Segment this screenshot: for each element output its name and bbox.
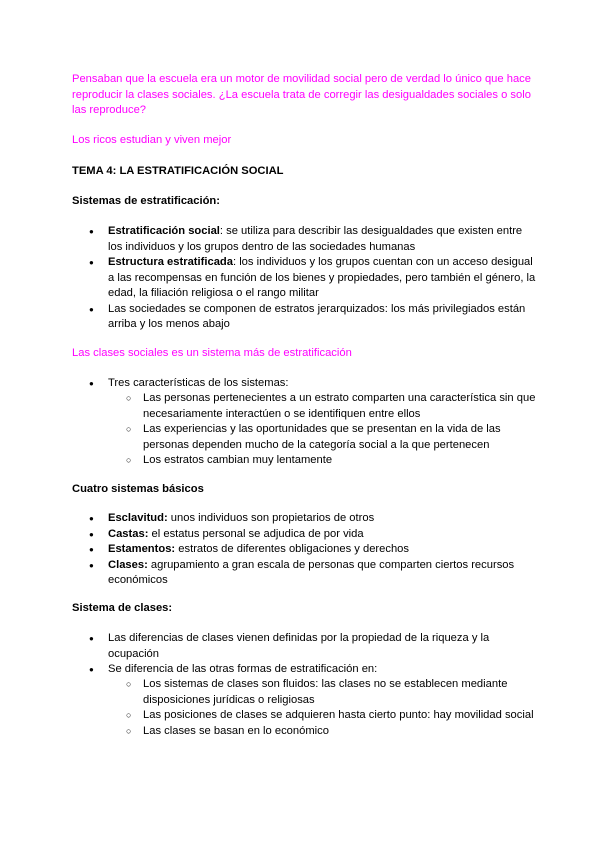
section-heading-sistema-clases: Sistema de clases: bbox=[72, 602, 173, 614]
list-item: ● Las diferencias de clases vienen definidas por la propiedad de la riqueza y la ocupación bbox=[108, 631, 538, 662]
list-item bbox=[108, 511, 538, 527]
sistema-clases-sublist bbox=[143, 677, 543, 739]
sublist-item: ○ Los sistemas de clases son fluidos: las clases no se establecen mediante disposiciones jurídicas o religiosas bbox=[143, 677, 543, 708]
sublist-item: ○ Las experiencias y las oportunidades que se presentan en la vida de las personas dependen mucho de la categoría social a la que pertenecen bbox=[143, 422, 543, 453]
intro-note: Los ricos estudian y viven mejor bbox=[72, 134, 232, 146]
definition: : se utiliza para describir las desigualdades que existen entre los individuos y los grupos dentro de las sociedades humanas bbox=[108, 225, 523, 253]
definition: unos individuos son propietarios de otros bbox=[167, 512, 375, 524]
list-item: ● Tres características de los sistemas: bbox=[108, 376, 538, 392]
definition: Las sociedades se componen de estratos jerarquizados: los más privilegiados están arriba y los menos abajo bbox=[108, 302, 526, 330]
estratificacion-list bbox=[108, 224, 538, 333]
definition: : los individuos y los grupos cuentan con un acceso desigual a las recompensas en función de los bienes y propiedades, pero también el género, la edad, la filiación religiosa o el rango militar bbox=[108, 256, 536, 299]
definition: estratos de diferentes obligaciones y derechos bbox=[175, 543, 409, 555]
term: Castas: bbox=[108, 527, 149, 540]
sublist-item: ○ Las posiciones de clases se adquieren hasta cierto punto: hay movilidad social bbox=[143, 708, 543, 724]
section-heading-estratificacion: Sistemas de estratificación: bbox=[72, 195, 220, 207]
list-item bbox=[108, 558, 538, 589]
list-item bbox=[108, 542, 538, 558]
intro-question: Pensaban que la escuela era un motor de movilidad social pero de verdad lo único que hace reproducir la clases sociales. ¿La escuela trata de corregir las desigualdades sociales o solo las reproduce? bbox=[72, 73, 531, 116]
cuatro-sistemas-list bbox=[108, 511, 538, 589]
definition: agrupamiento a gran escala de personas que comparten ciertos recursos económicos bbox=[108, 558, 515, 586]
definition: el estatus personal se adjudica de por vida bbox=[148, 527, 364, 540]
term: Esclavitud: bbox=[108, 512, 168, 524]
section-heading-cuatro-sistemas: Cuatro sistemas básicos bbox=[72, 483, 204, 495]
term: Estratificación social bbox=[108, 225, 220, 237]
term: Estamentos: bbox=[108, 543, 176, 555]
term: Estructura estratificada bbox=[108, 256, 233, 268]
page-title: TEMA 4: LA ESTRATIFICACIÓN SOCIAL bbox=[72, 165, 284, 177]
sublist-item: ○ Las personas pertenecientes a un estrato comparten una característica sin que necesariamente interactúen o se identifiquen entre ellos bbox=[143, 391, 543, 422]
caracteristicas-list bbox=[108, 376, 538, 392]
list-item bbox=[108, 255, 538, 302]
caracteristicas-sublist bbox=[143, 391, 543, 469]
term: Clases: bbox=[108, 558, 148, 571]
list-item bbox=[108, 302, 538, 333]
sublist-item: ○ Los estratos cambian muy lentamente bbox=[143, 453, 543, 469]
clases-note: Las clases sociales es un sistema más de estratificación bbox=[72, 347, 352, 359]
sublist-item: ○ Las clases se basan en lo económico bbox=[143, 724, 543, 740]
list-item bbox=[108, 527, 538, 543]
list-item: ● Se diferencia de las otras formas de estratificación en: bbox=[108, 662, 538, 678]
list-item bbox=[108, 224, 538, 255]
sistema-clases-list bbox=[108, 631, 538, 678]
